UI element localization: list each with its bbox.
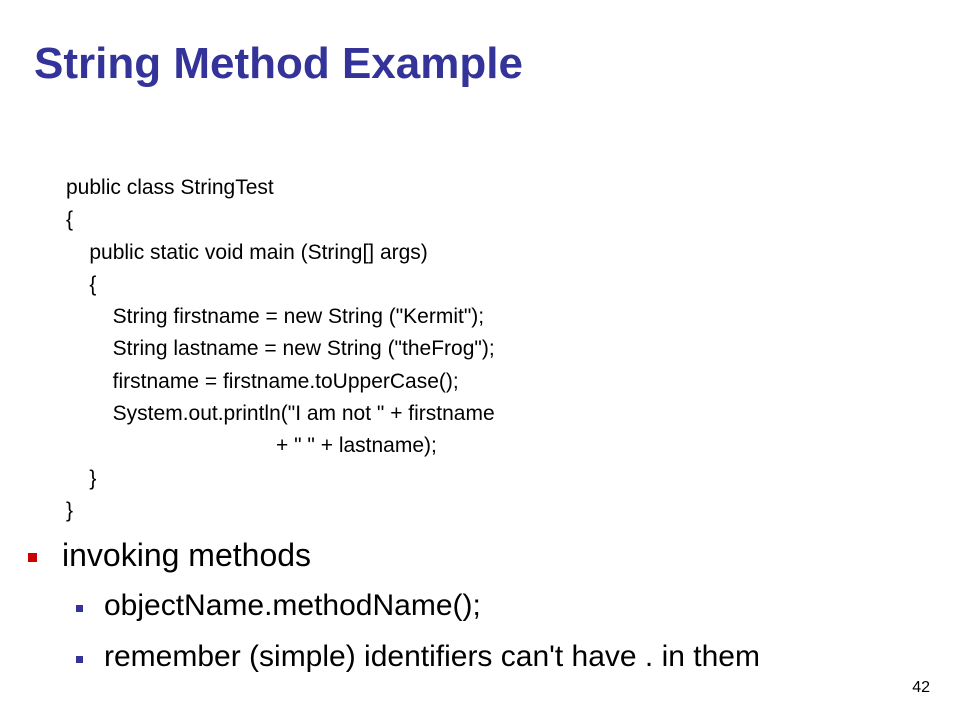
code-line: public class StringTest	[66, 176, 274, 199]
bullet-item-invoking-methods	[28, 532, 311, 578]
slide-title: String Method Example	[34, 39, 523, 88]
page-number: 42	[912, 679, 930, 696]
square-bullet-icon	[76, 656, 83, 663]
code-line: }	[66, 466, 97, 490]
sub-bullet-text: objectName.methodName();	[104, 589, 481, 622]
sub-bullet-item-method-call	[76, 584, 481, 628]
code-line: public static void main (String[] args)	[66, 240, 428, 264]
square-bullet-icon	[28, 553, 37, 562]
sub-bullet-item-identifiers	[76, 635, 760, 679]
bullet-text: invoking methods	[62, 537, 312, 573]
code-line: System.out.println("I am not " + firstname	[66, 402, 495, 426]
code-line: String firstname = new String ("Kermit");	[66, 305, 485, 329]
code-line: String lastname = new String ("theFrog");	[66, 337, 495, 361]
code-line: }	[66, 498, 74, 522]
sub-bullet-text: remember (simple) identifiers can't have . in them	[104, 640, 760, 673]
square-bullet-icon	[76, 605, 83, 612]
code-line: + " " + lastname);	[66, 434, 437, 458]
code-block	[66, 172, 766, 527]
code-line: {	[66, 272, 97, 296]
code-line: {	[66, 208, 74, 232]
code-line: firstname = firstname.toUpperCase();	[66, 369, 459, 393]
